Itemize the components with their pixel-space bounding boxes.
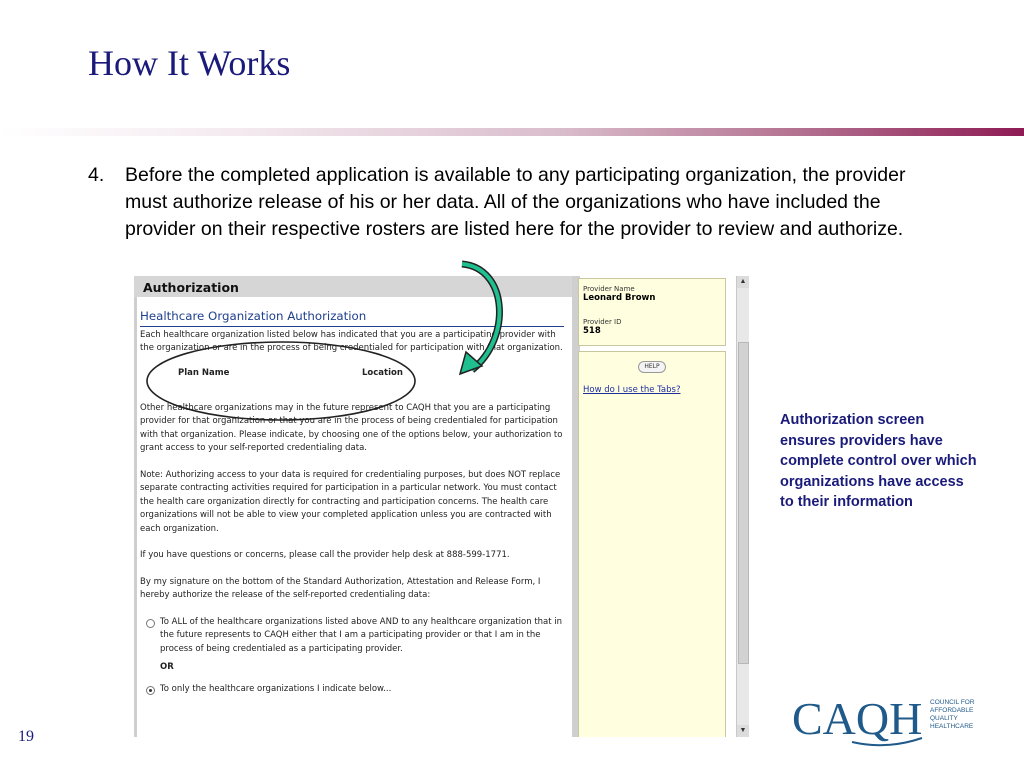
signature-text: By my signature on the bottom of the Standard Authorization, Attestation and Release Form, I hereby authorize the release of the self-reported credentialing data: [140,576,541,600]
intro-text: Each healthcare organization listed below has indicated that you are a participating provider with the organization or are in the process of being credentialed for participation with that organization. [140,329,563,353]
highlight-ellipse [147,342,415,420]
caqh-logo [792,690,992,750]
slide-caption: Authorization screen ensures providers have complete control over which organizations have access to their information [780,412,977,510]
provider-name-label: Provider Name [583,285,635,293]
option-only-label: To only the healthcare organizations I indicate below... [160,683,392,694]
logo-tagline-3: QUALITY [930,715,958,722]
help-button[interactable]: HELP [638,361,666,373]
page-number: 19 [18,728,34,745]
or-label: OR [160,662,174,672]
callout-arrow-icon [460,264,499,374]
slide-title: How It Works [88,43,291,83]
authorization-section-label: Authorization [143,280,239,295]
logo-tagline-1: COUNCIL FOR [930,699,975,706]
provider-id-value: 518 [583,326,601,336]
hco-authorization-heading: Healthcare Organization Authorization [140,310,564,327]
step-text: Before the completed application is available to any participating organization, the provider must authorize release of his or her data. All of the organizations who have included the provider on their respective rosters are listed here for the provider to review and authorize. [125,164,906,240]
scroll-down-icon[interactable]: ▼ [737,725,749,737]
option-all-label: To ALL of the healthcare organizations listed above AND to any healthcare organization that in the future represents to CAQH either that I am a participating provider or that I am in the process of being credentialed as a participating provider. [160,616,563,654]
tabs-help-link[interactable]: How do I use the Tabs? [583,385,681,395]
column-location: Location [362,367,403,378]
step-number: 4. [88,164,105,186]
scroll-up-icon[interactable]: ▲ [737,276,749,288]
logo-tagline-2: AFFORDABLE [930,707,974,714]
other-organizations-text: Other healthcare organizations may in the future represent to CAQH that you are a participating provider for that organization or that you are in the process of being credentialed for participation with that organization. Please indicate, by choosing one of the options below, your authorization to grant access to your self-reported credentialing data. [140,402,563,453]
provider-name-value: Leonard Brown [583,293,656,303]
note-text: Note: Authorizing access to your data is required for credentialing purposes, but does NOT replace separate contracting activities required for participation in a particular network. You must contact the health care organization directly for contracting and participation concerns. The health care organizations will not be able to view your completed application unless you are contracted with each organization. [140,469,561,534]
column-plan-name: Plan Name [178,367,230,378]
logo-wordmark: CAQH [792,693,923,744]
logo-tagline-4: HEALTHCARE [930,723,974,730]
questions-text: If you have questions or concerns, please call the provider help desk at 888-599-1771. [140,550,510,560]
provider-id-label: Provider ID [583,318,622,326]
